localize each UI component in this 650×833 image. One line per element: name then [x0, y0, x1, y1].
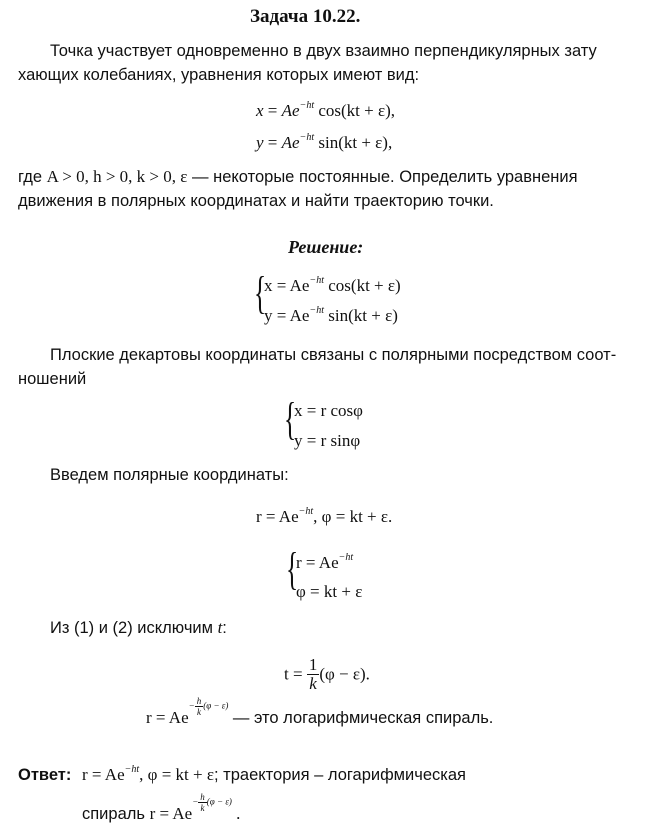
solution-heading: Решение:: [288, 237, 364, 257]
paragraph-1-line-1: Плоские декартовы координаты связаны с полярными посредством соот-: [50, 346, 617, 364]
system1-row-2: $y = Ae^{-ht}$ sin(kt + ε): [264, 305, 398, 325]
system2-row-2: y = r sinφ: [294, 431, 361, 450]
fraction-one-over-k: $\frac{1}{k}$: [308, 655, 318, 693]
system-brace-2: {: [284, 393, 297, 444]
paragraph-3: Из (1) и (2) исключим t:: [50, 618, 227, 637]
equation-x: $x = Ae^{-ht}$ cos(kt + ε),: [256, 100, 396, 120]
statement-line-1: Точка участвует одновременно в двух взаимно перпендикулярных зату: [50, 42, 597, 60]
answer-line-1: Ответ: $r = Ae^{-ht}$, φ = kt + ε; траектория – логарифмическая: [18, 764, 466, 784]
statement-line-4: движения в полярных координатах и найти траекторию точки.: [18, 192, 494, 210]
answer-label: Ответ:: [18, 766, 72, 784]
system-brace-3: {: [286, 543, 299, 594]
system2-row-1: x = r cosφ: [294, 401, 363, 420]
polar-equation: $r = Ae^{-ht}$, φ = kt + ε.: [256, 506, 393, 526]
system-brace-1: {: [254, 267, 267, 318]
system1-row-1: $x = Ae^{-ht}$ cos(kt + ε): [264, 275, 401, 295]
problem-title: Задача 10.22.: [250, 6, 361, 27]
equation-y: $y = Ae^{-ht}$ sin(kt + ε),: [256, 132, 393, 152]
paragraph-1-line-2: ношений: [18, 370, 87, 388]
statement-line-2: хающих колебаниях, уравнения которых имеют вид:: [18, 66, 420, 84]
answer-line-2: спираль r = Ae− $\frac{h}{k}$ (φ − ε) .: [82, 792, 241, 823]
paragraph-2: Введем полярные координаты:: [50, 466, 289, 484]
statement-line-3: где A > 0, h > 0, k > 0, ε — некоторые постоянные. Определить уравнения: [18, 167, 578, 186]
system3-row-1: $r = Ae^{-ht}$: [296, 552, 354, 572]
system3-row-2: φ = kt + ε: [296, 582, 363, 601]
spiral-equation: r = Ae− $\frac{h}{k}$ (φ − ε) — это логарифмическая спираль.: [146, 696, 494, 727]
t-equation: t = $\frac{1}{k}$ (φ − ε).: [284, 655, 370, 693]
